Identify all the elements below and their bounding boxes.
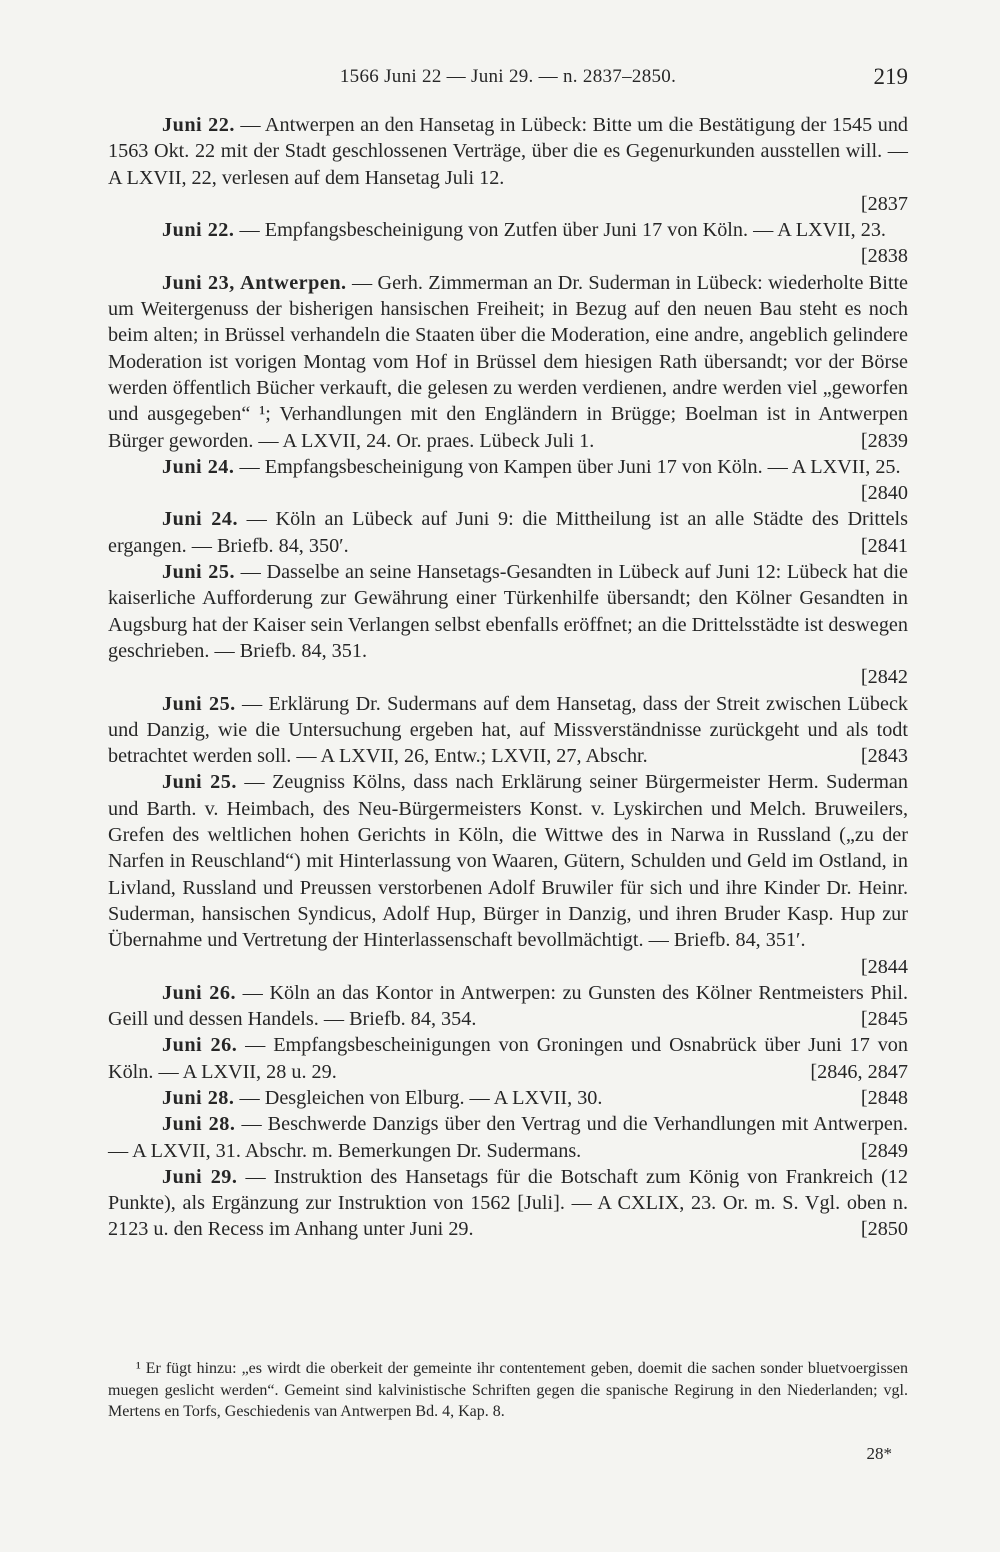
entry-text: — Dasselbe an seine Hansetags-Gesandten in Lübeck auf Juni 12: Lübeck hat die kaiserliche Aufforderung zur Gewährung einer Türkenhilfe übersandt; den Kölner Gesandten in Augsburg hat der Kaiser sein Verlangen selbst ebenfalls eröffnet; an die Drittelsstädte ist deswegen geschrieben. — Briefb. 84, 351. <box>108 561 909 662</box>
page-number: 219 <box>873 64 908 89</box>
entry-number: [2848 <box>860 1086 908 1109</box>
entry-text: — Beschwerde Danzigs über den Vertrag und die Verhandlungen mit Antwerpen. — A LXVII, 31. Abschr. m. Bemerkungen Dr. Sudermans. <box>108 1113 909 1162</box>
entry-paragraph <box>108 559 908 664</box>
entry-number: [2840 <box>860 482 908 505</box>
entry-text: — Köln an das Kontor in Antwerpen: zu Gunsten des Kölner Rentmeisters Phil. Geill und dessen Handels. — Briefb. 84, 354. <box>108 981 908 1031</box>
entry-paragraph <box>108 112 908 191</box>
entry-text: — Empfangsbescheinigung von Kampen über Juni 17 von Köln. — A LXVII, 25. <box>239 455 901 478</box>
entry-text: — Empfangsbescheinigung von Zutfen über Juni 17 von Köln. — A LXVII, 23. <box>239 219 886 242</box>
entry-date: Juni 26. <box>162 981 237 1004</box>
entry-number: [2844 <box>860 955 908 978</box>
register-entry <box>108 691 908 770</box>
register-entry <box>108 1111 908 1164</box>
entry-paragraph <box>108 217 908 270</box>
entry-number-line <box>108 191 908 217</box>
entry-number: [2837 <box>860 192 908 215</box>
entry-number: [2849 <box>860 1139 908 1162</box>
entry-paragraph <box>108 1085 908 1111</box>
footnotes <box>108 1358 908 1423</box>
entry-number: [2839 <box>860 429 908 452</box>
entry-date: Juni 25. <box>162 692 236 715</box>
register-entry <box>108 454 908 507</box>
entry-paragraph <box>108 980 908 1033</box>
register-entry <box>108 217 908 270</box>
entry-number-line <box>108 954 908 980</box>
entry-paragraph <box>108 1032 908 1085</box>
entry-paragraph <box>108 1164 908 1243</box>
entry-date: Juni 22. <box>162 219 235 242</box>
entry-date: Juni 25. <box>162 771 237 794</box>
register-entry <box>108 1085 908 1111</box>
register-entry <box>108 980 908 1033</box>
entry-date: Juni 24. <box>162 508 239 531</box>
entry-date: Juni 24. <box>162 455 235 478</box>
entry-number: [2843 <box>860 745 908 768</box>
entry-paragraph <box>108 506 908 559</box>
entry-date: Juni 25. <box>162 561 236 584</box>
entry-paragraph <box>108 454 908 507</box>
entry-date: Juni 22. <box>162 114 235 136</box>
entry-number-line <box>108 664 908 690</box>
entry-text: — Instruktion des Hansetags für die Botschaft zum König von Frankreich (12 Punkte), als Ergänzung zur Instruktion von 1562 [Juli]. — A CXLIX, 23. Or. m. S. Vgl. oben n. 2123 u. den Recess im Anhang unter Juni 29. <box>108 1165 908 1241</box>
entry-paragraph <box>108 691 908 770</box>
entry-number: [2846, 2847 <box>810 1060 908 1083</box>
entry-text: — Desgleichen von Elburg. — A LXVII, 30. <box>239 1086 603 1109</box>
entry-text: — Köln an Lübeck auf Juni 9: die Mittheilung ist an alle Städte des Drittels ergangen. — Briefb. 84, 350′. <box>108 508 908 557</box>
signature-mark: 28* <box>866 1444 892 1463</box>
register-entry <box>108 112 908 217</box>
entry-text: — Gerh. Zimmerman an Dr. Suderman in Lübeck: wiederholte Bitte um Weitergenuss der bisherigen hansischen Freiheit; in Bezug auf den neuen Bau steht es noch beim alten; in Brüssel verhandeln die Staaten über die Moderation, eine andre, angeblich gelindere Moderation ist vorigen Montag vom Hof in Brüssel dem hiesigen Rath übersandt; vor der Börse werden öffentlich Bücher verkauft, die gelesen zu werden verdienen, andre werden viel „geworfen und ausgegeben“ ¹; Verhandlungen mit den Engländern in Brügge; Boelman ist in Antwerpen Bürger geworden. — A LXVII, 24. Or. praes. Lübeck Juli 1. <box>108 271 909 452</box>
entry-paragraph <box>108 270 908 454</box>
register-entry <box>108 559 908 690</box>
register-entries <box>108 112 908 1243</box>
entry-place: Antwerpen. <box>240 271 347 294</box>
entry-paragraph <box>108 1111 908 1164</box>
entry-date: Juni 28. <box>162 1086 235 1109</box>
entry-paragraph <box>108 769 908 953</box>
entry-number: [2842 <box>860 666 908 689</box>
entry-text: — Zeugniss Kölns, dass nach Erklärung seiner Bürgermeister Herm. Suderman und Barth. v. Heimbach, des Neu-Bürgermeisters Konst. v. Lyskirchen und Melch. Bruweilers, Grefen des weltlichen hohen Gerichts in Köln, die Wittwe des in Narwa in Russland („zu der Narfen in Reuschland“) mit Hinterlassung von Waaren, Gütern, Schulden und Geld im Ostland, in Livland, Russland und Preussen verstorbenen Adolf Bruwiler für sich und ihre Kinder Dr. Heinr. Suderman, hansischen Syndicus, Adolf Hup, Bürger in Danzig, und ihren Bruder Kasp. Hup zur Übernahme und Vertretung der Hinterlassenschaft bevollmächtigt. — Briefb. 84, 351′. <box>108 771 908 952</box>
running-head: 1566 Juni 22 — Juni 29. — n. 2837–2850. <box>339 66 677 87</box>
entry-number: [2845 <box>860 1008 908 1031</box>
entry-number: [2850 <box>860 1218 908 1241</box>
entry-text: — Erklärung Dr. Sudermans auf dem Hansetag, dass der Streit zwischen Lübeck und Danzig, wie die Untersuchung ergeben hat, auf Missverständnisse zurückgeht und als todt betrachtet werden soll. — A LXVII, 26, Entw.; LXVII, 27, Abschr. <box>108 692 909 768</box>
entry-text: — Empfangsbescheinigungen von Groningen und Osnabrück über Juni 17 von Köln. — A LXVII, 28 u. 29. <box>108 1034 908 1083</box>
entry-date: Juni 26. <box>162 1034 238 1057</box>
entry-number: [2841 <box>860 534 908 557</box>
entry-date: Juni 28. <box>162 1113 236 1136</box>
register-entry <box>108 1164 908 1243</box>
register-entry <box>108 506 908 559</box>
entry-text: — Antwerpen an den Hansetag in Lübeck: Bitte um die Bestätigung der 1545 und 1563 Okt. 22 mit der Stadt geschlossenen Verträge, über die es Gegenurkunden ausstellen will. — A LXVII, 22, verlesen auf dem Hansetag Juli 12. <box>108 114 909 189</box>
entry-date: Juni 29. <box>162 1165 238 1188</box>
page-header <box>108 66 908 96</box>
entry-number: [2838 <box>860 245 908 268</box>
footnote: ¹ Er fügt hinzu: „es wirdt die oberkeit der gemeinte ihr contentement geben, doemit die sachen sonder bluetvoergissen muegen geslicht werden“. Gemeint sind kalvinistische Schriften gegen die spanische Regirung in den Niederlanden; vgl. Mertens en Torfs, Geschiedenis van Antwerpen Bd. 4, Kap. 8. <box>108 1360 908 1420</box>
register-entry <box>108 270 908 454</box>
register-entry <box>108 1032 908 1085</box>
entry-date: Juni 23, <box>162 271 235 294</box>
register-entry <box>108 769 908 979</box>
